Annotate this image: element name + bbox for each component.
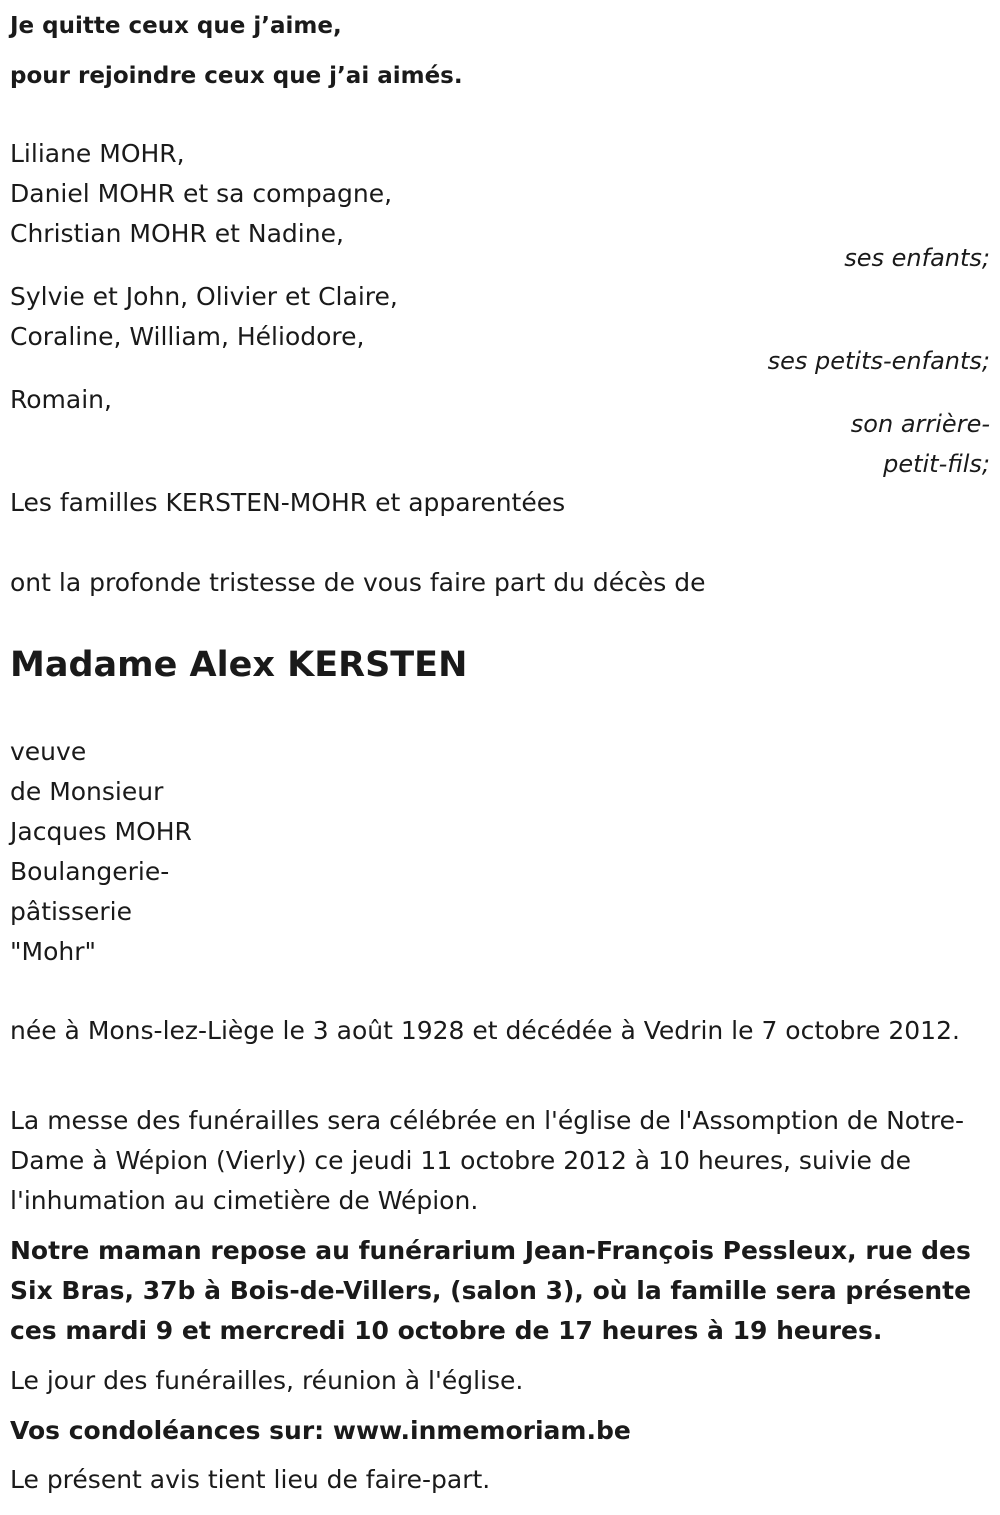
- families-line: Les familles KERSTEN-MOHR et apparentées: [10, 488, 566, 517]
- child-name: Christian MOHR et Nadine,: [10, 219, 344, 248]
- quote-line-2: pour rejoindre ceux que j’ai aimés.: [10, 63, 463, 89]
- widow-line: de Monsieur: [10, 777, 164, 806]
- widow-line: veuve: [10, 737, 87, 766]
- notice-line: Le présent avis tient lieu de faire-part.: [10, 1465, 491, 1494]
- great-grandchild-name: Romain,: [10, 385, 112, 414]
- quote-line-1: Je quitte ceux que j’aime,: [10, 13, 342, 39]
- great-grandchild-role-line-1: son arrière-: [850, 410, 990, 438]
- birth-death-paragraph: née à Mons-lez-Liège le 3 août 1928 et décédée à Vedrin le 7 octobre 2012.: [10, 1016, 960, 1045]
- widow-line: "Mohr": [10, 937, 96, 966]
- widow-line: pâtisserie: [10, 897, 132, 926]
- mass-paragraph: La messe des funérailles sera célébrée en l'église de l'Assomption de Notre-Dame à Wépion (Vierly) ce jeudi 11 octobre 2012 à 10 heures, suivie de l'inhumation au cimetière de Wépion.: [10, 1106, 965, 1215]
- widow-line: Boulangerie-: [10, 857, 170, 886]
- funerarium-paragraph: Notre maman repose au funérarium Jean-François Pessleux, rue des Six Bras, 37b à Bois-de-Villers, (salon 3), où la famille sera présente ces mardi 9 et mercredi 10 octobre de 17 heures à 19 heures.: [10, 1236, 972, 1345]
- grandchild-names: Coraline, William, Héliodore,: [10, 322, 365, 351]
- grandchild-names: Sylvie et John, Olivier et Claire,: [10, 282, 398, 311]
- grandchildren-role: ses petits-enfants;: [767, 347, 990, 375]
- widow-line: Jacques MOHR: [10, 817, 192, 846]
- child-name: Liliane MOHR,: [10, 139, 185, 168]
- meeting-line: Le jour des funérailles, réunion à l'église.: [10, 1366, 524, 1395]
- condolences-line: Vos condoléances sur: www.inmemoriam.be: [10, 1416, 631, 1445]
- great-grandchild-role-line-2: petit-fils;: [883, 450, 990, 478]
- announcement-line: ont la profonde tristesse de vous faire part du décès de: [10, 568, 706, 597]
- children-role: ses enfants;: [844, 244, 990, 272]
- child-name: Daniel MOHR et sa compagne,: [10, 179, 393, 208]
- deceased-name: Madame Alex KERSTEN: [10, 645, 468, 685]
